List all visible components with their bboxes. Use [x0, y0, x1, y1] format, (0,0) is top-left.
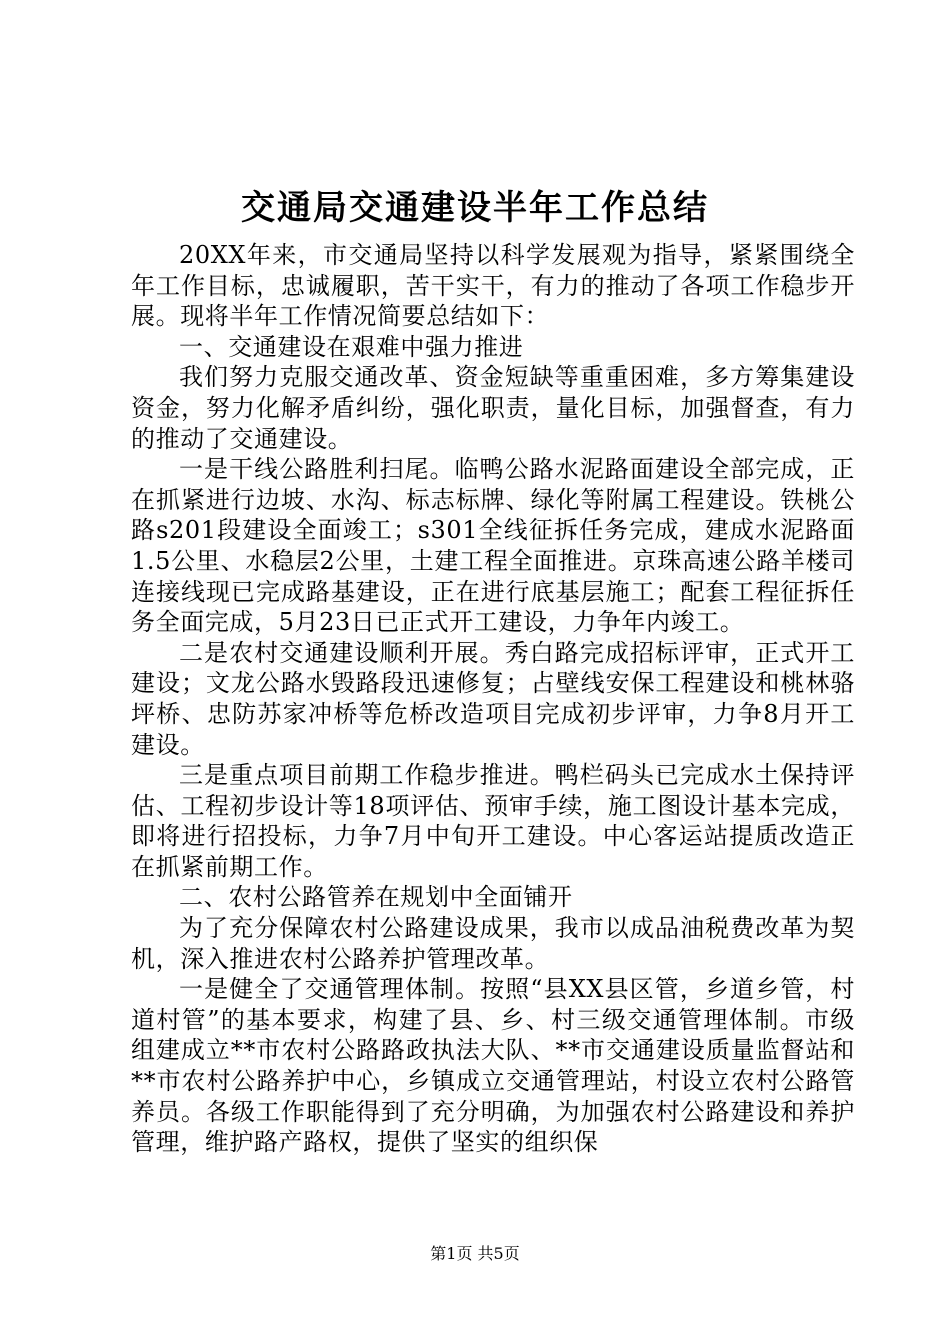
section-heading-2: 二、农村公路管养在规划中全面铺开	[179, 883, 573, 912]
paragraph: 二是农村交通建设顺利开展。秀白路完成招标评审，正式开工建设；文龙公路水毁路段迅速修复；占壁线安保工程建设和桃林骆坪桥、忠防苏家冲桥等危桥改造项目完成初步评审，力争8月开工建设。	[131, 638, 855, 759]
paragraph: 为了充分保障农村公路建设成果，我市以成品油税费改革为契机，深入推进农村公路养护管理改革。	[131, 914, 855, 973]
paragraph: 我们努力克服交通改革、资金短缺等重重困难，多方筹集建设资金，努力化解矛盾纠纷，强化职责，量化目标，加强督查，有力的推动了交通建设。	[131, 363, 855, 453]
paragraph: 一是健全了交通管理体制。按照“县XX县区管，乡道乡管，村道村管”的基本要求，构建了县、乡、村三级交通管理体制。市级组建成立**市农村公路路政执法大队、**市交通建设质量监督站和**市农村公路养护中心，乡镇成立交通管理站，村设立农村公路管养员。各级工作职能得到了充分明确，为加强农村公路建设和养护管理，维护路产路权，提供了坚实的组织保	[131, 975, 855, 1157]
document-title: 交通局交通建设半年工作总结	[241, 188, 709, 228]
section-heading-1: 一、交通建设在艰难中强力推进	[179, 332, 524, 361]
page-footer: 第1页 共5页	[430, 1244, 520, 1263]
paragraph: 三是重点项目前期工作稳步推进。鸭栏码头已完成水土保持评估、工程初步设计等18项评估、预审手续，施工图设计基本完成，即将进行招投标，力争7月中旬开工建设。中心客运站提质改造正在抓紧前期工作。	[131, 761, 855, 881]
document-body	[131, 240, 855, 1158]
paragraph: 一是干线公路胜利扫尾。临鸭公路水泥路面建设全部完成，正在抓紧进行边坡、水沟、标志标牌、绿化等附属工程建设。铁桃公路s201段建设全面竣工；s301全线征拆任务完成，建成水泥路面1.5公里、水稳层2公里，土建工程全面推进。京珠高速公路羊楼司连接线现已完成路基建设，正在进行底基层施工；配套工程征拆任务全面完成，5月23日已正式开工建设，力争年内竣工。	[131, 455, 855, 637]
paragraph-intro: 20XX年来，市交通局坚持以科学发展观为指导，紧紧围绕全年工作目标，忠诚履职，苦干实干，有力的推动了各项工作稳步开展。现将半年工作情况简要总结如下：	[131, 241, 855, 331]
